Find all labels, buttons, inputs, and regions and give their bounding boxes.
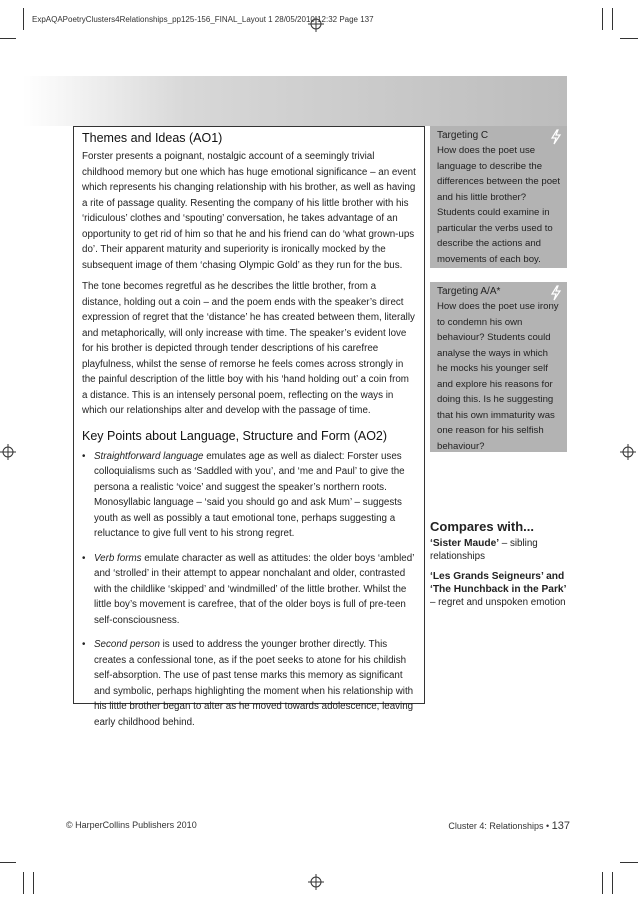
crop-mark-bottom-right-v2 <box>612 872 613 894</box>
footer-copyright: © HarperCollins Publishers 2010 <box>66 820 197 830</box>
keypoint-term: Second person <box>94 639 160 650</box>
keypoints-list <box>82 449 416 731</box>
registration-mark-icon <box>0 444 16 460</box>
lightning-icon <box>549 285 563 301</box>
themes-paragraph-2: The tone becomes regretful as he describes the little brother, from a distance, holding out a coin – and the poem ends with the speaker’s direct expression of regret that the ‘distance’ he has created between them, literally and metaphorically, will only increase with time. The speaker’s evident love for his brother is depicted through tender descriptions of his carefree playfulness, whilst the sense of remorse he feels comes across strongly in the painful description of the little boy with his ‘hand holding out’ a coin from a distance. This is an intensely personal poem, reflecting on the ways in which our relationships alter and develop with the passage of time. <box>82 281 415 416</box>
footer-cluster: Cluster 4: Relationships <box>448 821 544 831</box>
crop-mark-bottom-right-v1 <box>602 872 603 894</box>
compares-with-box <box>430 519 570 616</box>
keypoint-text: is used to address the younger brother directly. This creates a confessional tone, as if the poet seeks to atone for his childish self-absorption. The use of past tense marks this memory as significant and symbolic, perhaps highlighting the moment when his relationship with his little brother began to alter as he moved towards adolescence, leaving early childhood behind. <box>94 639 414 728</box>
compare-poem-title: ‘Sister Maude’ <box>430 538 500 549</box>
crop-mark-bottom-right-h <box>620 862 638 863</box>
footer-bullet: • <box>545 821 550 831</box>
list-item <box>430 570 570 609</box>
crop-mark-top-right-h <box>620 38 638 39</box>
crop-mark-bottom-left-v2 <box>33 872 34 894</box>
page-number: 137 <box>551 820 570 832</box>
registration-mark-icon <box>308 874 324 890</box>
themes-heading: Themes and Ideas (AO1) <box>82 131 223 145</box>
targeting-c-box <box>430 126 567 268</box>
printer-slug: ExpAQAPoetryClusters4Relationships_pp125-156_FINAL_Layout 1 28/05/2010 12:32 Page 137 <box>32 15 374 24</box>
header-band <box>23 76 567 126</box>
main-content-box <box>73 126 425 728</box>
keypoint-text: emulate character as well as attitudes: the older boys ‘ambled’ and ‘strolled’ in their attempt to appear nonchalant and older, contrasted with the childlike ‘skipped’ and ‘windmilled’ of the little brother. Whilst the little boy’s movement is carefree, that of the older boys is full of pre-teen self-consciousness. <box>94 552 415 626</box>
footer-page <box>448 820 570 832</box>
crop-mark-top-left-h <box>0 38 16 39</box>
compare-poem-title: ‘Les Grands Seigneurs’ and ‘The Hunchback in the Park’ <box>430 571 567 595</box>
crop-mark-bottom-left-v1 <box>23 872 24 894</box>
targeting-a-title: Targeting A/A* <box>437 286 501 297</box>
bullet: • <box>82 639 86 650</box>
targeting-c-title: Targeting C <box>437 130 489 141</box>
list-item <box>82 449 416 542</box>
targeting-a-box <box>430 282 567 452</box>
crop-mark-top-right-v2 <box>612 8 613 30</box>
crop-mark-top-left-v <box>23 8 24 30</box>
compare-note: – sibling relationships <box>430 538 538 562</box>
compare-note: – regret and unspoken emotion <box>430 597 566 608</box>
keypoint-term: Straightforward language <box>94 450 204 462</box>
registration-mark-icon <box>308 16 324 32</box>
keypoint-term: Verb forms <box>94 552 142 564</box>
bullet: • <box>82 450 86 462</box>
lightning-icon <box>549 129 563 145</box>
bullet: • <box>82 552 86 564</box>
keypoints-heading: Key Points about Language, Structure and Form (AO2) <box>82 428 388 443</box>
list-item <box>82 637 416 730</box>
list-item <box>430 537 570 563</box>
crop-mark-bottom-left-h <box>0 862 16 863</box>
registration-mark-icon <box>620 444 636 460</box>
keypoint-text: emulates age as well as dialect: Forster uses colloquialisms such as ‘Saddled with you’, and ‘me and Paul’ to give the persona a realistic ‘voice’ and suggest the speaker’s northern roots. Monosyllabic language – ‘said you should go and ask Mum’ – suggests youth as well as possibly a taut emotional tone, perhaps suggesting a reluctance to give full vent to his strong regret. <box>94 450 405 539</box>
list-item <box>82 551 416 629</box>
targeting-a-body: How does the poet use irony to condemn his own behaviour? Students could analyse the ways in which he mocks his younger self and explore his reasons for doing this. Is he suggesting that his own immaturity was one reason for his selfish behaviour? <box>437 301 559 452</box>
targeting-c-body: How does the poet use language to describe the differences between the poet and his little brother? Students could examine in particular the verbs used to describe the actions and movements of each boy. <box>437 145 561 265</box>
compares-title: Compares with... <box>430 519 535 534</box>
themes-paragraph-1: Forster presents a poignant, nostalgic account of a seemingly trivial childhood memory but one which has huge emotional significance – an event which represents his changing relationship with his brother, as well as having a rite of passage quality. Resenting the company of his little brother with his ‘ridiculous’ clothes and ‘spouting’ conversation, he takes advantage of an opportunity to get rid of him so that he and his friend can do ‘what grown-ups do’. Their apparent maturity and superiority is ironically mocked by the subsequent image of them ‘chasing Olympic Gold’ as they run for the bus. <box>82 151 416 271</box>
crop-mark-top-right-v1 <box>602 8 603 30</box>
